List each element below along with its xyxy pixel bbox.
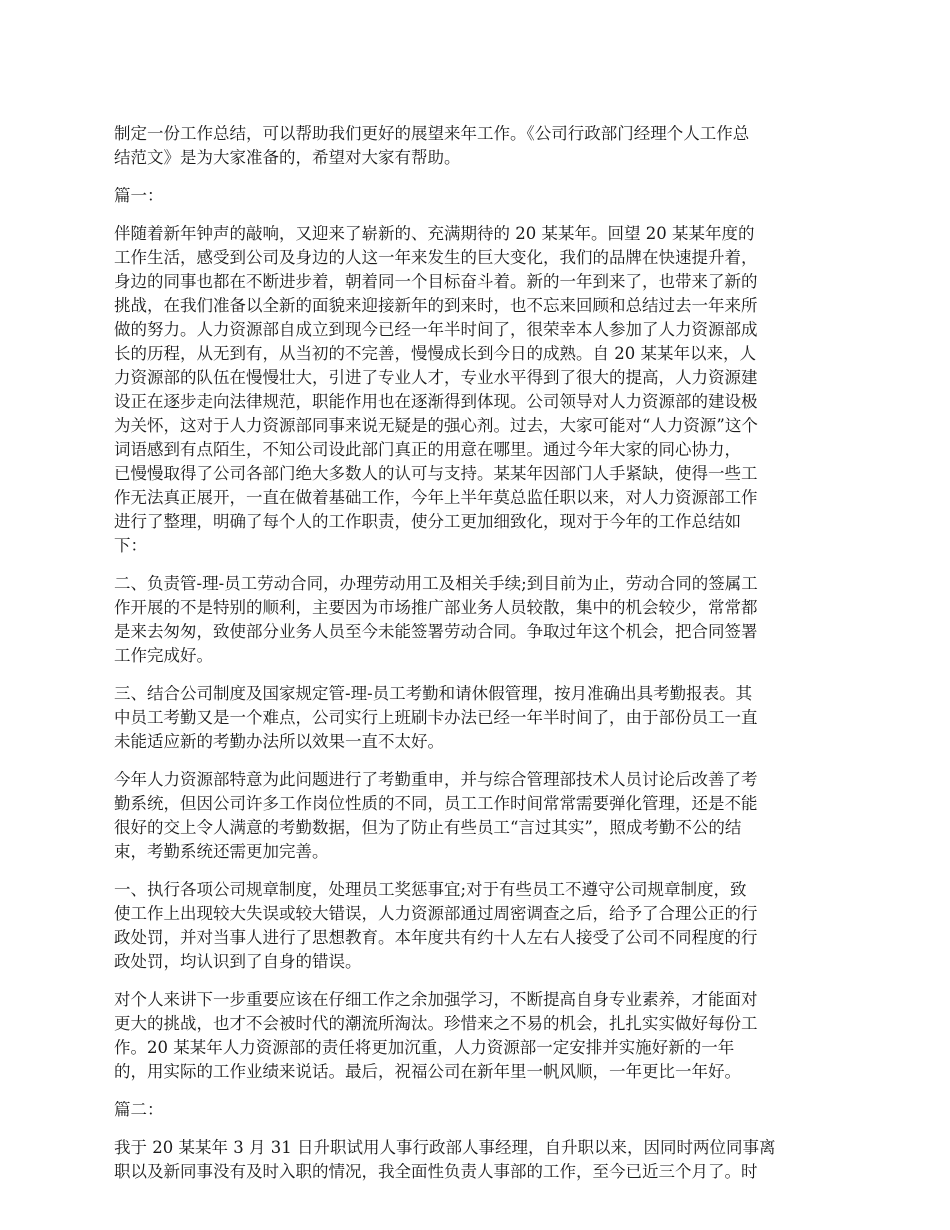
paragraph-6 xyxy=(114,988,842,1084)
paragraph-3 xyxy=(114,682,842,754)
text-line: 作无法真正展开，一直在做着基础工作，今年上半年莫总监任职以来，对人力资源部工作 xyxy=(114,488,758,507)
text-line: 力资源部的队伍在慢慢壮大，引进了专业人才，专业水平得到了很大的提高，人力资源建 xyxy=(114,368,758,387)
text-line: 我于 20 某某年 3 月 31 日升职试用人事行政部人事经理，自升职以来，因同时两位同事离 xyxy=(114,1138,776,1157)
paragraph-4 xyxy=(114,768,842,864)
section-title-part2: 篇二： xyxy=(114,1100,164,1119)
text-line: 制定一份工作总结，可以帮助我们更好的展望来年工作。《公司行政部门经理个人工作总 xyxy=(114,124,750,143)
text-line: 是来去匆匆，致使部分业务人员至今未能签署劳动合同。争取过年这个机会，把合同签署 xyxy=(114,622,758,641)
text-line: 的，用实际的工作业绩来说话。最后，祝福公司在新年里一帆风顺，一年更比一年好。 xyxy=(114,1062,741,1081)
text-line: 中员工考勤又是一个难点，公司实行上班刷卡办法已经一年半时间了，由于部份员工一直 xyxy=(114,708,758,727)
text-line: 工作完成好。 xyxy=(114,646,213,665)
text-line: 未能适应新的考勤办法所以效果一直不太好。 xyxy=(114,732,444,751)
text-line: 今年人力资源部特意为此问题进行了考勤重申，并与综合管理部技术人员讨论后改善了考 xyxy=(114,770,758,789)
text-line: 三、结合公司制度及国家规定管-理-员工考勤和请休假管理，按月准确出具考勤报表。其 xyxy=(114,684,753,703)
text-line: 作。20 某某年人力资源部的责任将更加沉重，人力资源部一定安排并实施好新的一年 xyxy=(114,1038,735,1057)
intro-paragraph xyxy=(114,122,842,170)
text-line: 很好的交上令人满意的考勤数据，但为了防止有些员工“言过其实”，照成考勤不公的结 xyxy=(114,818,742,837)
text-line: 束，考勤系统还需更加完善。 xyxy=(114,842,329,861)
paragraph-7 xyxy=(114,1136,842,1184)
text-line: 勤系统，但因公司许多工作岗位性质的不同，员工工作时间常常需要弹化管理，还是不能 xyxy=(114,794,758,813)
paragraph-5 xyxy=(114,878,842,974)
text-line: 二、负责管-理-员工劳动合同，办理劳动用工及相关手续;到目前为止，劳动合同的签属工 xyxy=(114,574,758,593)
text-line: 身边的同事也都在不断进步着，朝着同一个目标奋斗着。新的一年到来了，也带来了新的 xyxy=(114,272,758,291)
text-line: 下： xyxy=(114,536,147,555)
text-line: 设正在逐步走向法律规范，职能作用也在逐渐得到体现。公司领导对人力资源部的建设极 xyxy=(114,392,758,411)
text-line: 伴随着新年钟声的敲响，又迎来了崭新的、充满期待的 20 某某年。回望 20 某某年度的 xyxy=(114,224,755,243)
text-line: 职以及新同事没有及时入职的情况，我全面性负责人事部的工作，至今已近三个月了。时 xyxy=(114,1162,758,1181)
text-line: 更大的挑战，也才不会被时代的潮流所淘汰。珍惜来之不易的机会，扎扎实实做好每份工 xyxy=(114,1014,758,1033)
text-line: 为关怀，这对于人力资源部同事来说无疑是的强心剂。过去，大家可能对“人力资源”这个 xyxy=(114,416,758,435)
text-line: 一、执行各项公司规章制度，处理员工奖惩事宜;对于有些员工不遵守公司规章制度，致 xyxy=(114,880,747,899)
document-page xyxy=(114,122,842,1198)
text-line: 做的努力。人力资源部自成立到现今已经一年半时间了，很荣幸本人参加了人力资源部成 xyxy=(114,320,758,339)
text-line: 长的历程，从无到有，从当初的不完善，慢慢成长到今日的成熟。自 20 某某年以来，人 xyxy=(114,344,756,363)
text-line: 进行了整理，明确了每个人的工作职责，使分工更加细致化，现对于今年的工作总结如 xyxy=(114,512,741,531)
text-line: 使工作上出现较大失误或较大错误，人力资源部通过周密调查之后，给予了合理公正的行 xyxy=(114,904,758,923)
section-title-part1: 篇一： xyxy=(114,186,164,205)
text-line: 已慢慢取得了公司各部门绝大多数人的认可与支持。某某年因部门人手紧缺，使得一些工 xyxy=(114,464,758,483)
paragraph-1 xyxy=(114,222,842,558)
text-line: 结范文》是为大家准备的，希望对大家有帮助。 xyxy=(114,148,461,167)
paragraph-2 xyxy=(114,572,842,668)
text-line: 政处罚，并对当事人进行了思想教育。本年度共有约十人左右人接受了公司不同程度的行 xyxy=(114,928,758,947)
text-line: 对个人来讲下一步重要应该在仔细工作之余加强学习，不断提高自身专业素养，才能面对 xyxy=(114,990,758,1009)
text-line: 政处罚，均认识到了自身的错误。 xyxy=(114,952,362,971)
text-line: 作开展的不是特别的顺利，主要因为市场推广部业务人员较散，集中的机会较少，常常都 xyxy=(114,598,758,617)
text-line: 词语感到有点陌生，不知公司设此部门真正的用意在哪里。通过今年大家的同心协力， xyxy=(114,440,741,459)
text-line: 挑战，在我们准备以全新的面貌来迎接新年的到来时，也不忘来回顾和总结过去一年来所 xyxy=(114,296,758,315)
text-line: 工作生活，感受到公司及身边的人这一年来发生的巨大变化，我们的品牌在快速提升着， xyxy=(114,248,758,267)
